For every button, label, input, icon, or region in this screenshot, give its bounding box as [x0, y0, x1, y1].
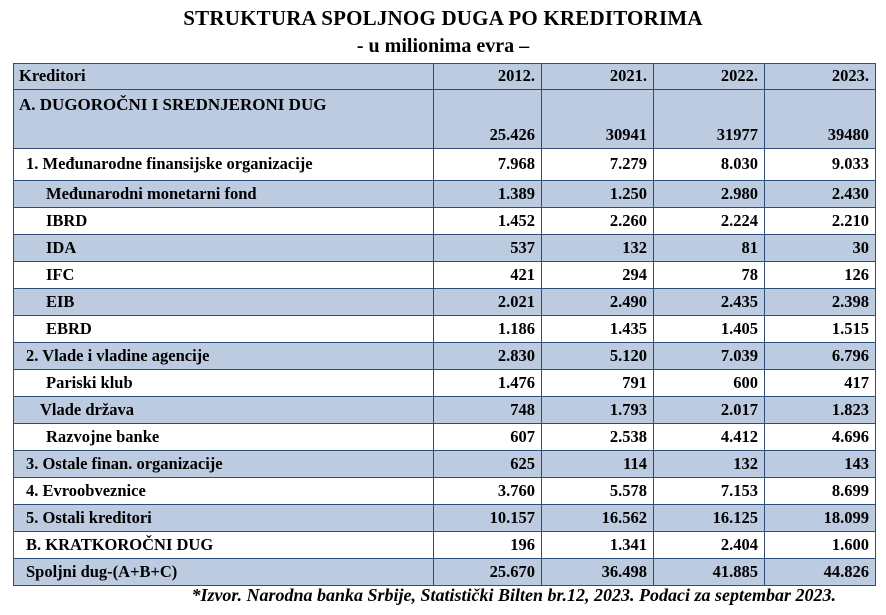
- cell-value: 2.398: [765, 289, 876, 316]
- cell-value: 2.490: [542, 289, 654, 316]
- cell-value: 132: [542, 235, 654, 262]
- cell-value: 2.260: [542, 208, 654, 235]
- cell-value: 126: [765, 262, 876, 289]
- cell-value: 5.578: [542, 478, 654, 505]
- cell-value: 2.830: [434, 343, 542, 370]
- cell-value: 1.341: [542, 532, 654, 559]
- row-label: 1. Međunarodne finansijske organizacije: [14, 149, 434, 181]
- cell-value: 2.021: [434, 289, 542, 316]
- table-row: [14, 559, 876, 586]
- row-label: IFC: [14, 262, 434, 289]
- cell-value: 36.498: [542, 559, 654, 586]
- header-cell: 2022.: [654, 64, 765, 90]
- cell-value: 2.430: [765, 181, 876, 208]
- cell-value: 6.796: [765, 343, 876, 370]
- cell-value: 748: [434, 397, 542, 424]
- cell-value: 4.412: [654, 424, 765, 451]
- cell-value: 1.793: [542, 397, 654, 424]
- row-label: Vlade država: [14, 397, 434, 424]
- cell-value: 30941: [542, 90, 654, 149]
- cell-value: 8.030: [654, 149, 765, 181]
- row-label: IBRD: [14, 208, 434, 235]
- cell-value: 143: [765, 451, 876, 478]
- cell-value: 41.885: [654, 559, 765, 586]
- cell-value: 625: [434, 451, 542, 478]
- cell-value: 39480: [765, 90, 876, 149]
- cell-value: 1.515: [765, 316, 876, 343]
- cell-value: 16.562: [542, 505, 654, 532]
- row-label: Pariski klub: [14, 370, 434, 397]
- page-title: STRUKTURA SPOLJNOG DUGA PO KREDITORIMA: [183, 6, 703, 30]
- table-row: [14, 316, 876, 343]
- cell-value: 600: [654, 370, 765, 397]
- table-header-row: [14, 64, 876, 90]
- cell-value: 2.435: [654, 289, 765, 316]
- row-label: 2. Vlade i vladine agencije: [14, 343, 434, 370]
- cell-value: 1.186: [434, 316, 542, 343]
- table-row: [14, 505, 876, 532]
- row-label: Razvojne banke: [14, 424, 434, 451]
- cell-value: 31977: [654, 90, 765, 149]
- cell-value: 5.120: [542, 343, 654, 370]
- table-row: [14, 424, 876, 451]
- cell-value: 18.099: [765, 505, 876, 532]
- cell-value: 2.538: [542, 424, 654, 451]
- cell-value: 7.153: [654, 478, 765, 505]
- source-note: *Izvor. Narodna banka Srbije, Statistički Bilten br.12, 2023. Podaci za septembar 2023.: [191, 585, 836, 605]
- row-label: EIB: [14, 289, 434, 316]
- table-row: [14, 181, 876, 208]
- header-cell: 2021.: [542, 64, 654, 90]
- cell-value: 2.224: [654, 208, 765, 235]
- cell-value: 1.389: [434, 181, 542, 208]
- row-label: 3. Ostale finan. organizacije: [14, 451, 434, 478]
- row-label: 5. Ostali kreditori: [14, 505, 434, 532]
- cell-value: 44.826: [765, 559, 876, 586]
- row-label: Međunarodni monetarni fond: [14, 181, 434, 208]
- row-label: IDA: [14, 235, 434, 262]
- table-row: [14, 149, 876, 181]
- cell-value: 537: [434, 235, 542, 262]
- cell-value: 791: [542, 370, 654, 397]
- table-row: [14, 397, 876, 424]
- cell-value: 2.210: [765, 208, 876, 235]
- row-label: EBRD: [14, 316, 434, 343]
- page-subtitle: - u milionima evra –: [356, 35, 530, 57]
- cell-value: 421: [434, 262, 542, 289]
- cell-value: 114: [542, 451, 654, 478]
- cell-value: 1.823: [765, 397, 876, 424]
- cell-value: 4.696: [765, 424, 876, 451]
- cell-value: 25.426: [434, 90, 542, 149]
- cell-value: 294: [542, 262, 654, 289]
- cell-value: 30: [765, 235, 876, 262]
- table-row: [14, 532, 876, 559]
- header-cell: 2012.: [434, 64, 542, 90]
- cell-value: 10.157: [434, 505, 542, 532]
- cell-value: 78: [654, 262, 765, 289]
- cell-value: 2.404: [654, 532, 765, 559]
- table-row: [14, 370, 876, 397]
- cell-value: 81: [654, 235, 765, 262]
- table-row: [14, 343, 876, 370]
- table-row: [14, 208, 876, 235]
- cell-value: 1.600: [765, 532, 876, 559]
- table-row: [14, 289, 876, 316]
- cell-value: 7.039: [654, 343, 765, 370]
- cell-value: 16.125: [654, 505, 765, 532]
- cell-value: 607: [434, 424, 542, 451]
- cell-value: 196: [434, 532, 542, 559]
- row-label: Spoljni dug-(A+B+C): [14, 559, 434, 586]
- cell-value: 9.033: [765, 149, 876, 181]
- cell-value: 25.670: [434, 559, 542, 586]
- table-row: [14, 451, 876, 478]
- cell-value: 1.435: [542, 316, 654, 343]
- debt-table: [13, 63, 876, 586]
- row-label: A. DUGOROČNI I SREDNJERONI DUG: [14, 90, 434, 149]
- table-row: [14, 235, 876, 262]
- cell-value: 132: [654, 451, 765, 478]
- cell-value: 7.968: [434, 149, 542, 181]
- header-cell: 2023.: [765, 64, 876, 90]
- cell-value: 8.699: [765, 478, 876, 505]
- cell-value: 417: [765, 370, 876, 397]
- row-label: B. KRATKOROČNI DUG: [14, 532, 434, 559]
- cell-value: 1.250: [542, 181, 654, 208]
- table-row: [14, 90, 876, 149]
- table-row: [14, 262, 876, 289]
- cell-value: 1.476: [434, 370, 542, 397]
- cell-value: 2.017: [654, 397, 765, 424]
- cell-value: 2.980: [654, 181, 765, 208]
- cell-value: 3.760: [434, 478, 542, 505]
- row-label: 4. Evroobveznice: [14, 478, 434, 505]
- cell-value: 7.279: [542, 149, 654, 181]
- cell-value: 1.452: [434, 208, 542, 235]
- header-cell: Kreditori: [14, 64, 434, 90]
- table-row: [14, 478, 876, 505]
- cell-value: 1.405: [654, 316, 765, 343]
